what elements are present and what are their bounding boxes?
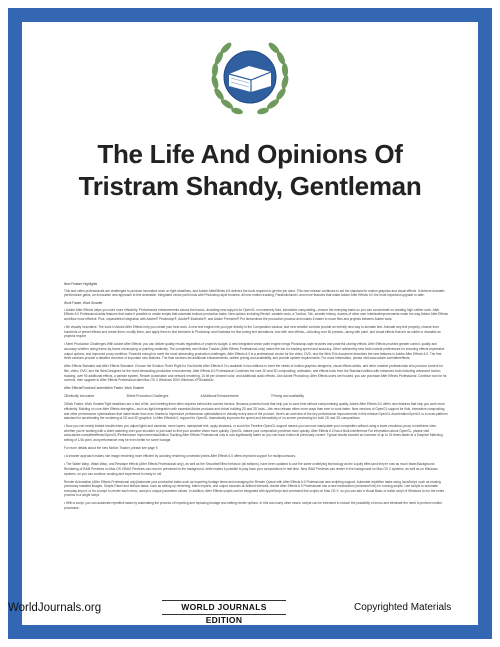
body-heading: Work Faster, Work Smarter: [64, 301, 103, 306]
publisher-site: WorldJournals.org: [8, 602, 102, 614]
copyright-label: Copyrighted Materials: [354, 602, 452, 613]
book-title: [22, 138, 478, 202]
body-paragraph: 2Work Faster, Work SmarterTight deadlines are a fact of life, and meeting them often requires behind-the-scenes heroics. Because powerful tools that help you to save time without compromising quality, Adobe After Effects 6.0 offers new features that help you work more efficiently. Building on core After Effects strengths—such as tight integration with essential Adobe products and virtual building 2D and 3D tools—this new release offers more ways than ever to work faster. New versions of OpenGL support for fluid, interactive compositing and other performance optimizations that make faster than ever, thanks to impressive performance optimizations in virtually every area of the product. Here's an overview of the key performance improvements in this release.OpenGL AccelerationOpenGL is a cross-platform standard for accelerating the rendering of 2D and 3D graphics. In After Effects6.0, support for OpenGL dramatically improves the speed and interactivity of on-screen previewing for both 2D and 3D compositions.: [64, 402, 448, 421]
cover-page: [22, 22, 478, 625]
body-paragraph: • The Water Warp, Wash Warp, and Reshape effects (After Effects Professional only), as well as the SmootherEffect behavior (all editions), have been updated to use the same underlying technology as the Liquify effect,and they're now as much faster.Background Rendering of RAM Previews on Mac OS XRAM Previews can now be previewed in the background, while makes it possible to play back your compositions in real time. New RAM Previews can render in the background on Mac OS X systems, as well as on Windows systems, so you can continue working and experience is ready to roll.: [64, 462, 438, 476]
feature-item: 2Brnitually Innovative: [64, 393, 95, 398]
laurel-book-logo-icon: [205, 32, 295, 122]
body-paragraph: • Be visually innovative: The tools in Adobe After Effects help you create your best work. A new text engine lets you type directly in the Composition window, and new creative controls provide an entirely new way to animate text. Animate any text property, choose from hundreds of preset effects and create them, modify them, and apply them to text elements in Photoshop and Illustrator for fine-tuning text animations. And with new effects—including over 60 presets—along with paint, and visual effects that are as subtle or dramatic as projects require.: [64, 325, 441, 339]
body-paragraph: This and video professionals are challenged to produce innovative work on tight deadlines, and Adobe AfterEffects 6.5 delivers the tools required to get the job done. This new release continues to set the standard for motion graphics and visual effects. It delivers dramatic performance gains, an innovative new approach to text animation, integrated vector paint tools with Photoshop-style brushes, all new motion tracking, Parabolicfunnel, and more features that make Adobe After Effects 6.0 the most important upgrade to date.: [64, 288, 445, 298]
feature-item: 3Meet Production Challenges: [126, 393, 169, 398]
blue-frame: [8, 8, 492, 639]
feature-item: 7Pricing and availability: [270, 393, 304, 398]
body-paragraph: After Effects Standard and After Effects Standard: Choose the Solution That's Right for You!Adobe After Effects 6.0 is available in two editions to meet the needs of motion graphics designers, visual effects artists, and other creative professionals who produce content for film, video, DVD, and the Web.Designed for the most demanding production environments, After Effects 6.0 Professional Combines the core 2D and 3D compositing, animation, and effects tools from the Standard edition with enhanced tools including advanced motion tracking, over 90 additional effects, a particle system, Render Automation and network rendering, 16 bit per channel color, and additional audio effects. Like Adobe Photoshop, After Effects users are hooked, you can purchase After Effects Professional. Continue now for its controls, then upgrade to After Effects Professional later.Mac OS X Windows 2000 Windows XPGlobalAdv: [64, 364, 447, 383]
body-paragraph: • Now you can nearly instant results when you adjust lights and cameras, move layers, manipulate text, apply shadows, or scrub the Timeline.OpenGL support means you can now manipulate your composites without using a lower-resolution proxy a wireframe view, whether you're working with a client watching over your shoulder or just want to find your creative vision more quickly. OpenGL makes your composition previews more quickly. After Effects 6.0 has a Built-interference.Far information about OpenGL, please visit www.adobe.com/aftereffects/OpenGL/Performance ImprovementsAddition Tracking.After Effects Professional only is now significantly faster so you can track motion at previously current. Typical results showed an increase of up to 15 times faster at a Subpixel Matching setting of 1/16 pixel, and performance may be even better for some footage.: [64, 424, 443, 443]
title-line-2: Tristram Shandy, Gentleman: [78, 171, 422, 201]
body-paragraph: • A smarter approach makes rule image rendering more efficient by avoiding rendering unneeded pixels.After Effects 6.0 offers improved support for multiprocessors.: [64, 454, 296, 459]
body-heading: After Effects/FunctionContentWork Faster, Work Smarter: [64, 386, 145, 391]
body-paragraph: • With a script, you can automate repetitive tasks by automating the process of importing and replacing footage and setting render options. In this and many other cases, scripts can be extended to reduce the possibility of errors and eliminate the need to perform routine processes.: [64, 501, 442, 511]
description-text: [64, 282, 448, 514]
body-paragraph: Render Automation (After Effects Professional only)Automate your production tasks such as importing footage items and managing the Render Queue with After Effects 6.0 Professional new scripting support. Automate repetitive tasks using JavaScript, such as reusing previously installed images. Scripts Panel and tedious tasks, such as setting up rendering, batch imports, and output modules at defined intervals. Adobe After Effects 6.0 Professional has a new mechanism (command line) for running scripts. Use scripts to automate everyday import, or for a script to render each menu, accept a unique parameter values. In addition, After Effects scripts can be integrated with AppleScript and command line scripts on Mac OS X, so you can add a Visual Basic or batch script of Windows to run the entire process in a single script.: [64, 479, 445, 498]
feature-item: 4Additional Enhancements: [200, 393, 239, 398]
body-paragraph: For more details about the new Motion Tracker, please see page 9.: [64, 446, 159, 451]
body-heading: New Feature Highlights: [64, 282, 98, 286]
body-paragraph: • Meet Production Challenges With Adobe After Effects: you can deliver quality results regardless of project's budget. A new integrated vector paint engine brings Photoshop-style brushes and powerful cloning effects. After Effects provides greater control, quality and accuracy whether doing frame-by-frame rotoscoping or painting creatively. The completely new Motion Tracker (After Effects Professional only) raises the bar for tracking speed and accuracy. Other noteworthy new tools include preferences for ensuring effects expressive output options, and improved proxy workflow. Powerful enough to meet the most demanding production challenges, After Effects 6.0 is a professional choice for the video, DVD, and the Web.This document describes the new features in Adobe After Effects 6.0. The first three sections provide a detailed overview of important new features. The final sections list additional enhancements, outline pricing and availability, and provide system requirements. For more information, please visit www.adobe.com/aftereffects.: [64, 342, 445, 361]
body-paragraph: • Adobe After Effects helps you work more efficiently. Performance enhancements across the board—including new support for OpenGL on extremely fluid, interactive compositing—ensure the everyday tasks so you can concentrate on creating high-caliber work. After Effects 6.0 Professional adds features that make it possible to create scripts that automate tedious production tasks. New options including Revisit, variable undo, a Toolbox, Tab, smarter history, dozens of other user interfaceimprovements make the way Adobe After Effects workflow more efficient. Plus, unparalleled integration with Adobe® Photoshop®, Adobe® Illustrator®, and Adobe Premiere® Pro streamlines the production process and makes it easier to move files and projects between Adobe tools.: [64, 307, 448, 322]
edition-label: WORLD JOURNALS EDITION: [162, 600, 286, 615]
feature-list: [64, 394, 304, 399]
title-line-1: The Life And Opinions Of: [97, 139, 403, 169]
